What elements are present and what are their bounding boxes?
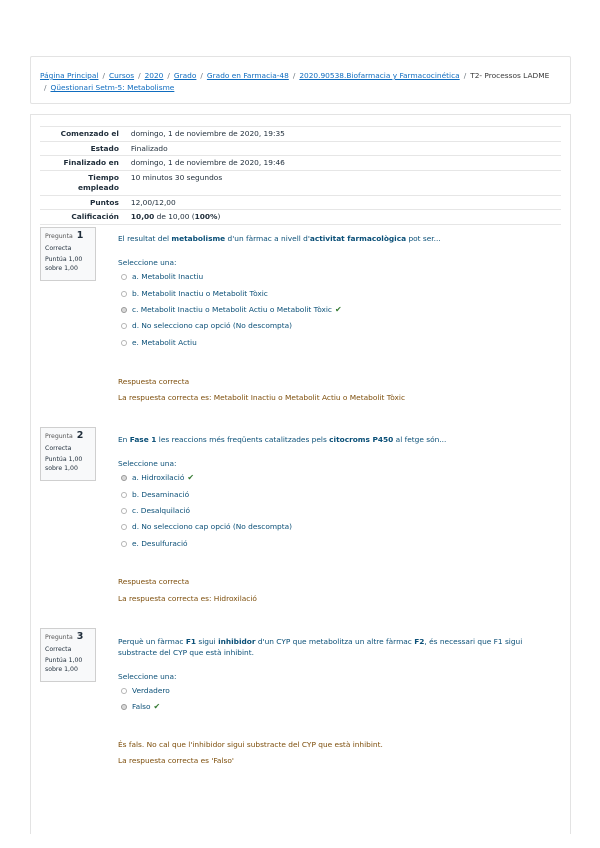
question-info-2 [40,427,96,481]
question-feedback: Respuesta correcta [118,577,190,586]
radio-icon[interactable] [121,475,127,481]
answer-option[interactable]: e. Desulfuració [121,539,188,548]
attempt-summary-table [40,126,561,225]
question-text-3: Perquè un fàrmac F1 sigui inhibidor d'un CYP que metabolitza un altre fàrmac F2, és necessari que F1 sigui substracte del CYP que està inhibint. [118,637,523,657]
breadcrumb-grado[interactable]: Grado [173,71,197,80]
question-feedback: Respuesta correcta [118,377,190,386]
radio-icon[interactable] [121,307,127,313]
grade-end: ) [217,212,221,221]
radio-icon[interactable] [121,704,127,710]
breadcrumb-year[interactable]: 2020 [144,71,164,80]
radio-icon[interactable] [121,688,127,694]
breadcrumb-home[interactable]: Página Principal [40,71,99,80]
summary-row [40,127,561,142]
answer-option[interactable]: b. Desaminació [121,490,189,499]
radio-icon[interactable] [121,524,127,530]
question-text-1: El resultat del metabolisme d'un fàrmac a nivell d'activitat farmacològica pot ser... [118,234,441,243]
answer-option-selected[interactable]: a. Hidroxilació ✔ [121,473,194,482]
breadcrumb-panel [30,56,571,104]
breadcrumb-separator: / [138,71,141,80]
select-prompt: Seleccione una: [118,672,177,681]
summary-label: Calificación [71,212,119,221]
summary-row [40,170,561,195]
check-icon: ✔ [335,305,342,314]
question-number: Pregunta 2 [45,430,84,441]
answer-option[interactable]: c. Desalquilació [121,506,190,515]
summary-label: Tiempo empleado [78,172,119,192]
answer-option[interactable]: Verdadero [121,686,170,695]
correct-answer: La respuesta correcta es: Metabolit Inactiu o Metabolit Actiu o Metabolit Tòxic [118,393,406,402]
breadcrumb-separator: / [463,71,467,80]
check-icon: ✔ [187,473,195,482]
question-number: Pregunta 1 [45,230,84,241]
question-state: Correcta [45,445,72,452]
summary-value: Finalizado [130,143,168,153]
question-text-2: En Fase 1 les reaccions més freqüents catalitzades pels citocroms P450 al fetge són... [118,435,447,444]
summary-value: 10 minutos 30 segundos [130,172,223,182]
summary-row [40,210,561,225]
answer-option[interactable]: a. Metabolit Inactiu [121,272,203,281]
summary-grade [125,210,561,225]
summary-value: domingo, 1 de noviembre de 2020, 19:35 [130,129,285,138]
summary-label: Comenzado el [60,129,119,138]
summary-value: 12,00/12,00 [130,197,176,207]
summary-row [40,156,561,171]
answer-option[interactable]: d. No selecciono cap opció (No descompta) [121,321,292,330]
answer-option[interactable]: d. No selecciono cap opció (No descompta) [121,522,292,531]
question-number: Pregunta 3 [45,631,84,642]
radio-icon[interactable] [121,323,127,329]
question-grade: Puntúa 1,00 sobre 1,00 [45,456,83,472]
radio-icon[interactable] [121,508,127,514]
grade-percent: 100% [194,212,218,221]
summary-value: domingo, 1 de noviembre de 2020, 19:46 [130,158,285,167]
grade-mid: de 10,00 ( [154,212,195,221]
question-feedback: És fals. No cal que l'inhibidor sigui substracte del CYP que està inhibint. [118,740,383,749]
question-info-3 [40,628,96,682]
breadcrumb [40,70,560,94]
breadcrumb-separator: / [167,71,170,80]
question-grade: Puntúa 1,00 sobre 1,00 [45,657,83,673]
breadcrumb-separator: / [292,71,296,80]
breadcrumb-quiz[interactable]: Qüestionari Setm-5: Metabolisme [50,83,175,92]
breadcrumb-cursos[interactable]: Cursos [108,71,135,80]
breadcrumb-section: T2- Processos LADME [470,71,550,80]
summary-row [40,141,561,156]
breadcrumb-separator: / [102,71,105,80]
question-state: Correcta [45,245,72,252]
radio-icon[interactable] [121,492,127,498]
correct-answer: La respuesta correcta es 'Falso' [118,756,234,765]
answer-option-selected[interactable]: c. Metabolit Inactiu o Metabolit Actiu o Metabolit Tòxic ✔ [121,305,342,314]
radio-icon[interactable] [121,541,127,547]
answer-option[interactable]: e. Metabolit Actiu [121,338,197,347]
grade-value: 10,00 [130,212,155,221]
question-info-1 [40,227,96,281]
radio-icon[interactable] [121,291,127,297]
answer-option-selected[interactable]: Falso ✔ [121,702,160,711]
breadcrumb-degree[interactable]: Grado en Farmacia-48 [206,71,289,80]
select-prompt: Seleccione una: [118,258,177,267]
radio-icon[interactable] [121,340,127,346]
breadcrumb-separator: / [200,71,203,80]
select-prompt: Seleccione una: [118,459,177,468]
breadcrumb-course[interactable]: 2020.90538.Biofarmacia y Farmacocinética [299,71,460,80]
summary-label: Estado [90,143,119,153]
breadcrumb-separator: / [44,83,47,92]
summary-label: Finalizado en [63,158,119,167]
check-icon: ✔ [153,702,161,711]
question-grade: Puntúa 1,00 sobre 1,00 [45,256,83,272]
correct-answer: La respuesta correcta es: Hidroxilació [118,594,257,603]
summary-row [40,195,561,210]
question-state: Correcta [45,646,72,653]
radio-icon[interactable] [121,274,127,280]
answer-option[interactable]: b. Metabolit Inactiu o Metabolit Tòxic [121,289,268,298]
summary-label: Puntos [89,197,119,207]
